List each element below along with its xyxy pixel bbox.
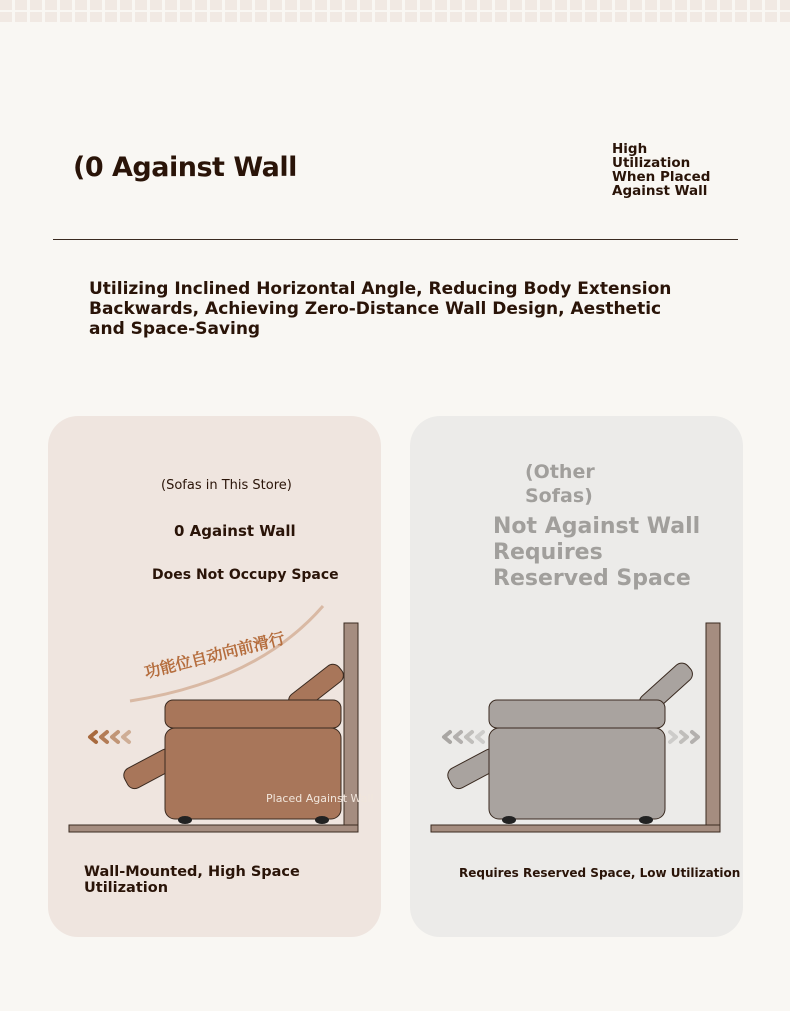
right-arrows-icon [670,732,698,742]
left-arrows-icon [90,732,129,742]
store-sofa-footer: Wall-Mounted, High Space Utilization [84,864,300,896]
other-sofa-label: (Other Sofas) [525,461,595,507]
other-sofa-card [410,416,743,937]
placed-against-wall-caption: Placed Against Wall [266,792,374,805]
side-note: High Utilization When Placed Against Wall [612,141,711,199]
store-sofa-label: (Sofas in This Store) [161,478,292,493]
description: Utilizing Inclined Horizontal Angle, Reducing Body Extension Backwards, Achieving Zero-Distance Wall Design, Aesthetic and Space-Saving [89,279,672,339]
top-pattern-strip [0,0,790,24]
store-sofa-heading: 0 Against Wall [174,522,296,540]
divider [53,239,738,240]
store-sofa-illustration [48,416,381,937]
other-sofa-illustration [410,416,743,937]
other-sofa-heading: Not Against Wall Requires Reserved Space [493,514,701,591]
store-sofa-subheading: Does Not Occupy Space [152,567,339,583]
store-sofa-card [48,416,381,937]
page-title: (0 Against Wall [73,152,297,183]
other-sofa-footer: Requires Reserved Space, Low Utilization [459,866,741,880]
store-sofa-arc-text: 功能位自动向前滑行 [142,628,287,682]
left-arrows-icon [444,732,483,742]
